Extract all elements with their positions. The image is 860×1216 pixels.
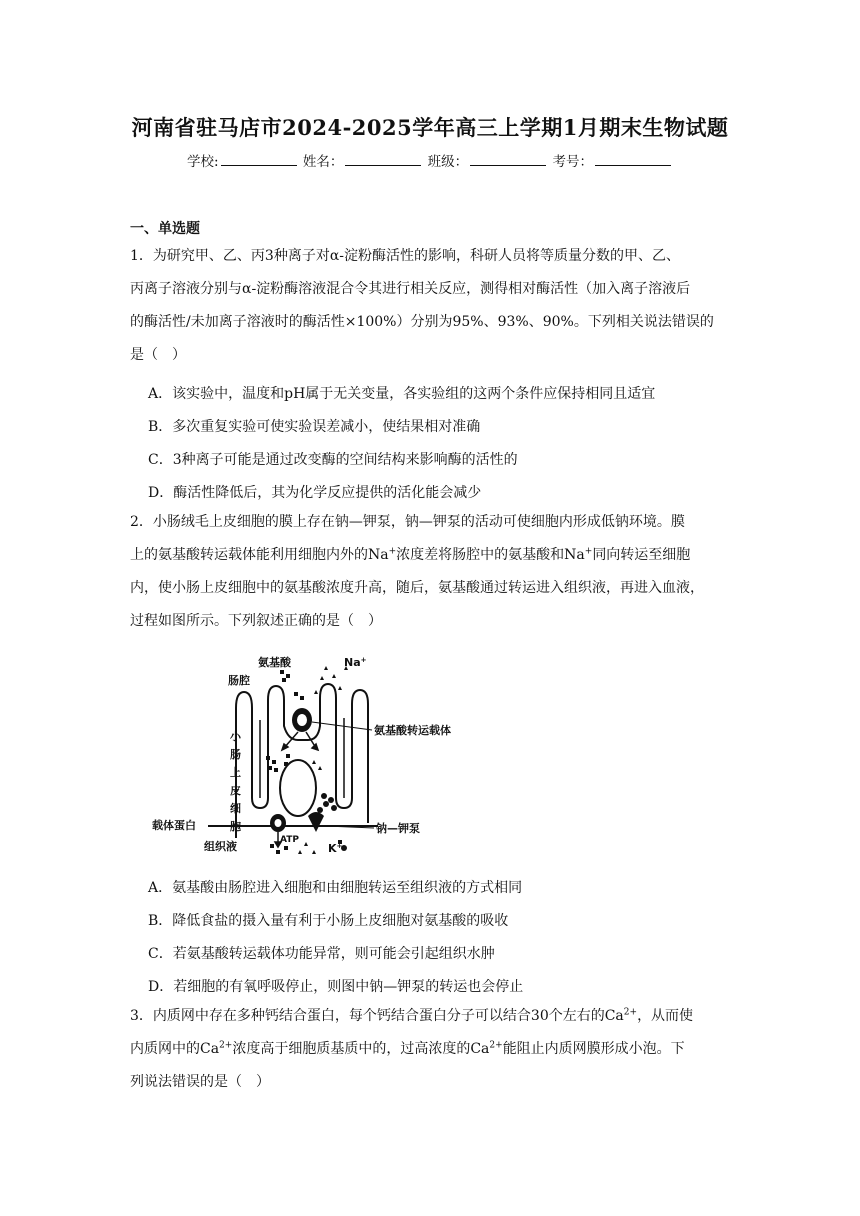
q2-option-c[interactable]: C．若氨基酸转运载体功能异常，则可能会引起组织水肿 xyxy=(148,946,495,962)
section-title: 一、单选题 xyxy=(130,221,200,237)
exam-title: 河南省驻马店市2024-2025学年高三上学期1月期末生物试题 xyxy=(131,115,729,140)
label-carrier: 氨基酸转运载体 xyxy=(374,724,451,737)
q1-line: 是（ ） xyxy=(130,347,186,363)
label-tissue-fluid: 组织液 xyxy=(204,840,237,853)
q1-line: 丙离子溶液分别与α-淀粉酶溶液混合令其进行相关反应，测得相对酶活性（加入离子溶液后 xyxy=(130,281,691,297)
q3-line: 3．内质网中存在多种钙结合蛋白，每个钙结合蛋白分子可以结合30个左右的$Ca^{2+}$，从而使 xyxy=(130,1007,694,1024)
exam-no-label: 考号： xyxy=(552,154,593,170)
exam-no-blank[interactable] xyxy=(595,153,671,166)
label-atp: ATP xyxy=(280,835,300,845)
name-label: 姓名： xyxy=(302,154,344,170)
label-cell-5: 细 xyxy=(230,802,241,815)
q3-line: 内质网中的$Ca^{2+}$浓度高于细胞质基质中的，过高浓度的$Ca^{2+}$能阻止内质网膜形成小泡。下 xyxy=(130,1040,685,1057)
question-3 xyxy=(130,1000,730,1099)
label-cell-4: 皮 xyxy=(230,784,241,797)
q1-option-b[interactable]: B．多次重复实验可使实验误差减小，使结果相对准确 xyxy=(148,419,481,435)
class-label: 班级： xyxy=(427,154,469,170)
label-carrier-protein: 载体蛋白 xyxy=(152,819,196,832)
label-amino-acid: 氨基酸 xyxy=(258,656,291,669)
q2-line: 过程如图所示。下列叙述正确的是（ ） xyxy=(130,613,382,629)
q2-line: 内，使小肠上皮细胞中的氨基酸浓度升高，随后，氨基酸通过转运进入组织液，再进入血液， xyxy=(130,580,704,596)
q1-line: 1．为研究甲、乙、丙3种离子对α-淀粉酶活性的影响，科研人员将等质量分数的甲、乙、 xyxy=(130,248,680,264)
q3-line: 列说法错误的是（ ） xyxy=(130,1074,270,1090)
question-1 xyxy=(130,240,730,372)
q2-option-d[interactable]: D．若细胞的有氧呼吸停止，则图中钠—钾泵的转运也会停止 xyxy=(148,979,524,995)
basal-carrier-icon xyxy=(270,814,286,832)
amino-acid-carrier-icon xyxy=(292,708,312,732)
q1-option-a[interactable]: A．该实验中，温度和pH属于无关变量，各实验组的这两个条件应保持相同且适宜 xyxy=(148,386,656,402)
label-cell-2: 肠 xyxy=(230,748,241,761)
q2-option-a[interactable]: A．氨基酸由肠腔进入细胞和由细胞转运至组织液的方式相同 xyxy=(148,880,523,896)
label-cell-6: 胞 xyxy=(230,820,241,833)
student-info-line xyxy=(0,150,860,170)
label-pump: 钠—钾泵 xyxy=(376,822,420,835)
class-blank[interactable] xyxy=(470,153,546,166)
intestinal-cell-diagram xyxy=(148,648,488,860)
name-blank[interactable] xyxy=(345,153,421,166)
sodium-potassium-pump-icon xyxy=(308,812,324,832)
label-cell-3: 上 xyxy=(230,766,241,779)
label-k: K+ xyxy=(328,842,343,855)
label-cell-1: 小 xyxy=(230,730,241,743)
question-2 xyxy=(130,506,730,638)
q2-option-b[interactable]: B．降低食盐的摄入量有利于小肠上皮细胞对氨基酸的吸收 xyxy=(148,913,509,929)
label-na: Na+ xyxy=(344,656,367,669)
q1-line: 的酶活性/未加离子溶液时的酶活性×100%）分别为95%、93%、90%。下列相关说法错误的 xyxy=(130,314,714,330)
q1-option-c[interactable]: C．3种离子可能是通过改变酶的空间结构来影响酶的活性的 xyxy=(148,452,518,468)
label-lumen: 肠腔 xyxy=(228,674,250,687)
q1-option-d[interactable]: D．酶活性降低后，其为化学反应提供的活化能会减少 xyxy=(148,485,482,501)
school-label: 学校: xyxy=(187,154,219,170)
q2-line: 上的氨基酸转运载体能利用细胞内外的Na+浓度差将肠腔中的氨基酸和Na+同向转运至细胞 xyxy=(130,546,691,563)
school-blank[interactable] xyxy=(221,153,297,166)
q2-line: 2．小肠绒毛上皮细胞的膜上存在钠—钾泵，钠—钾泵的活动可使细胞内形成低钠环境。膜 xyxy=(130,514,685,530)
